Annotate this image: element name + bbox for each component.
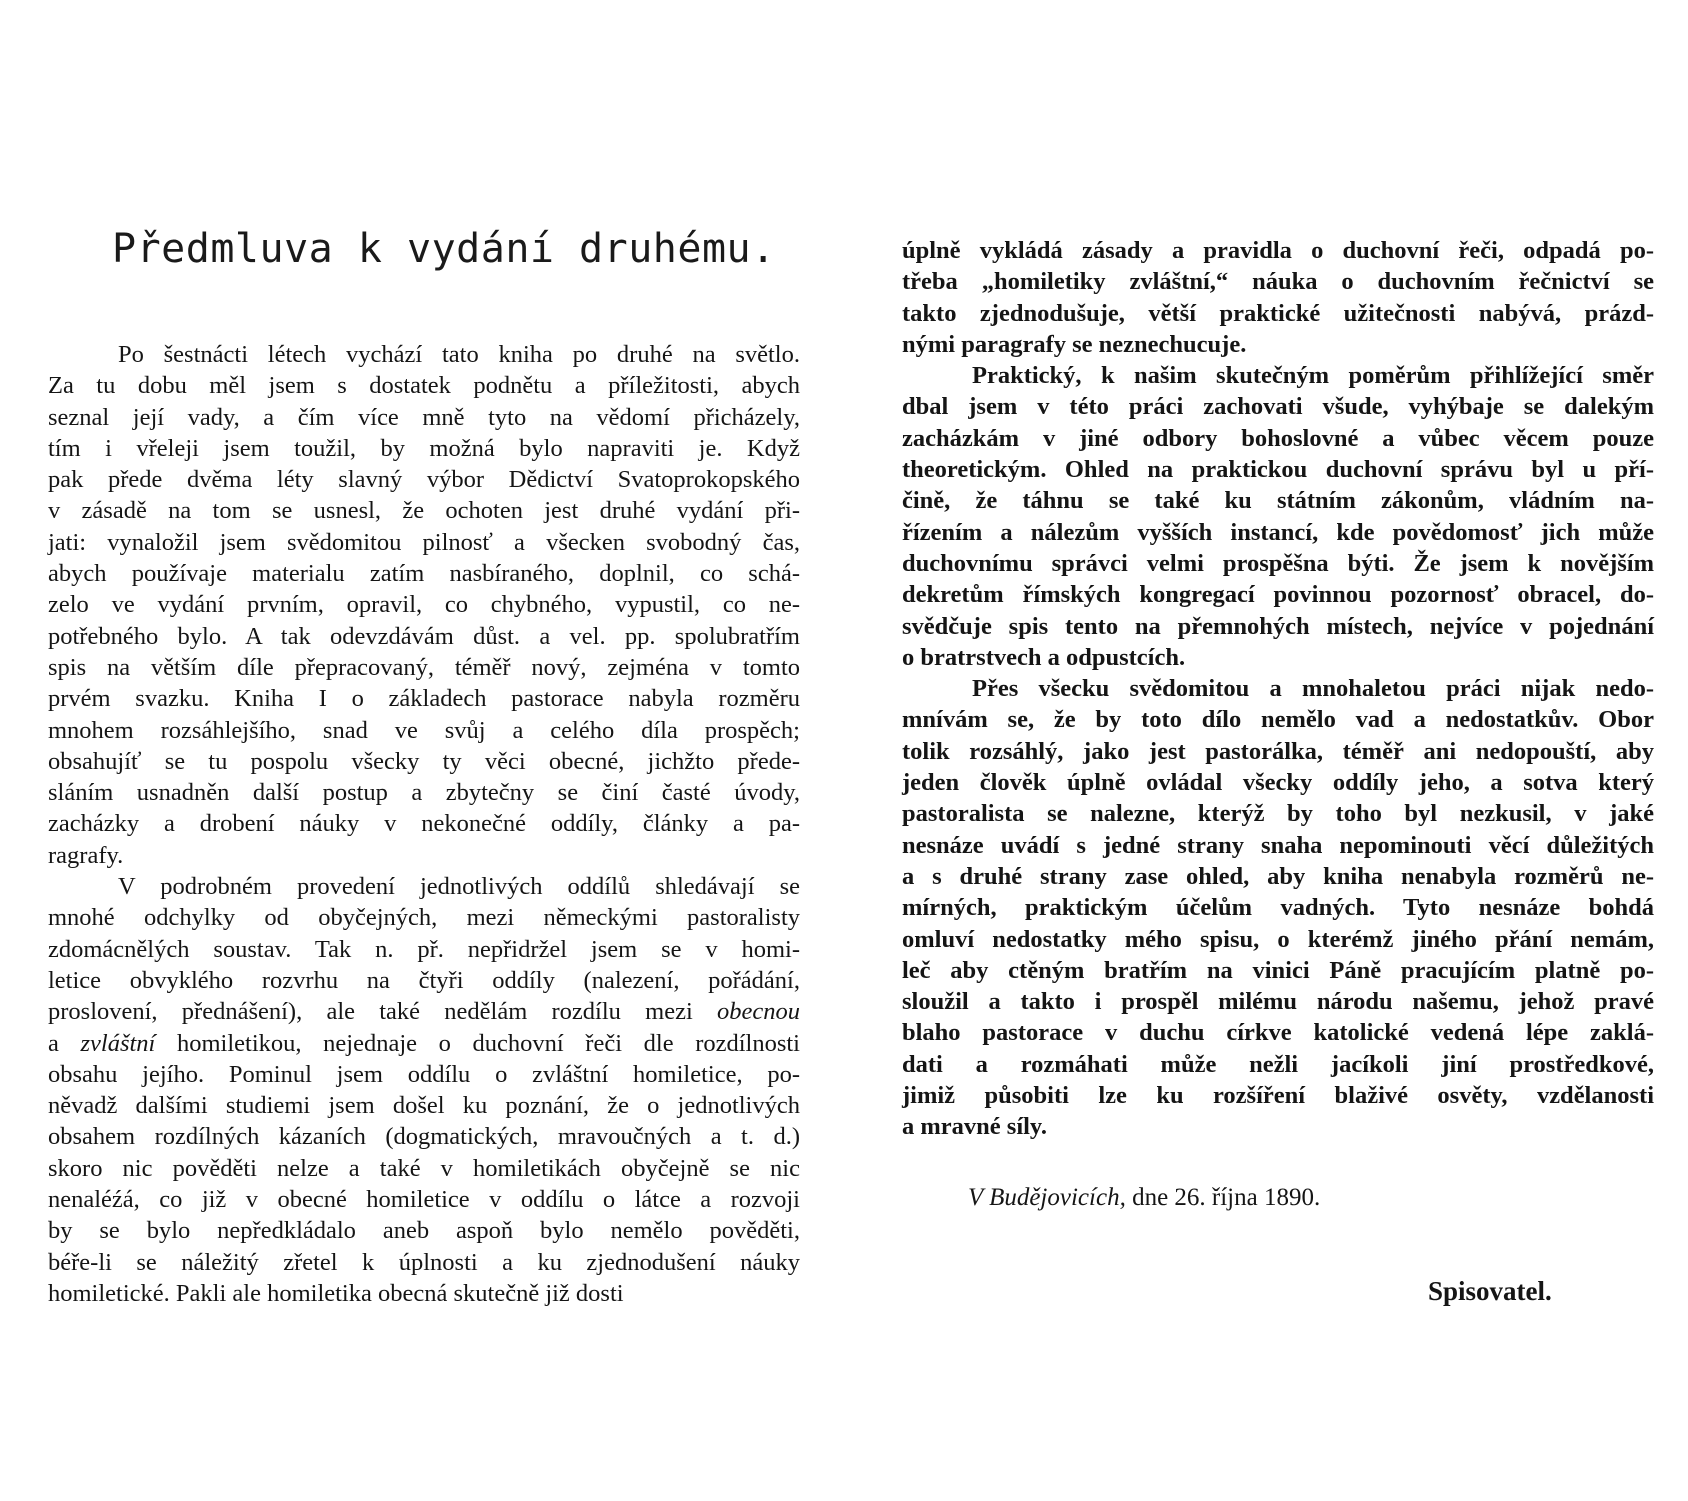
text-line: zacházkám v jiné odbory bohoslovné a vůbec věcem pouze: [902, 424, 1654, 452]
text-line: mnohé odchylky od obyčejných, mezi německými pastoralisty: [48, 904, 800, 932]
text-line: by se bylo nepředkládalo aneb aspoň bylo nemělo pověděti,: [48, 1217, 800, 1245]
dateline-date: dne 26. října 1890.: [1125, 1184, 1321, 1211]
italic-term: obecnou: [717, 998, 800, 1026]
text-line: theoretickým. Ohled na praktickou duchovní správu byl u pří-: [902, 456, 1654, 484]
page-title: Předmluva k vydání druhému.: [112, 226, 776, 272]
text-line: o bratrstvech a odpustcích.: [902, 643, 1186, 671]
text-line: Přes všecku svědomitou a mnohaletou práci nijak nedo-: [972, 675, 1654, 703]
text-line: čině, že táhnu se také ku státním zákonům, vládním na-: [902, 487, 1654, 515]
text-line: zelo ve vydání prvním, opravil, co chybného, vypustil, co ne-: [48, 591, 800, 619]
text-line: skoro nic pověděti nelze a také v homiletikách obyčejně se nic: [48, 1154, 800, 1182]
text-line: úplně vykládá zásady a pravidla o duchovní řeči, odpadá po-: [902, 237, 1654, 264]
text-line: leč aby ctěným bratřím na vinici Páně pracujícím platně po-: [902, 956, 1654, 984]
text-line: potřebného bylo. A tak odevzdávám důst. a vel. pp. spolubratřím: [48, 622, 800, 650]
text-line: něvadž dalšími studiemi jsem došel ku poznání, že o jednotlivých: [48, 1092, 800, 1120]
text-line: tolik rozsáhlý, jako jest pastorálka, téměř ani nedopouští, aby: [902, 737, 1654, 765]
dateline: [968, 1184, 1320, 1212]
text-line: mnívám se, že by toto dílo nemělo vad a nedostatkův. Obor: [902, 706, 1654, 734]
text-line: jati: vynaložil jsem svědomitou pilnosť a všecken svobodný čas,: [48, 528, 800, 556]
right-paragraph: [902, 673, 1654, 1142]
right-paragraph: [902, 360, 1654, 673]
text-line: nesnáze uvádí s jedné strany snaha nepominouti věcí důležitých: [902, 831, 1654, 859]
text-line: svědčuje spis tento na přemnohých místech, nejvíce v pojednání: [902, 612, 1654, 640]
text-line: takto zjednodušuje, větší praktické užitečnosti nabývá, prázd-: [902, 299, 1654, 327]
text-line: třeba „homiletiky zvláštní,“ náuka o duchovním řečnictví se: [902, 268, 1654, 296]
text-line: obsahu jejího. Pominul jsem oddílu o zvláštní homiletice, po-: [48, 1060, 800, 1088]
left-column-text: [48, 339, 800, 1309]
text-line: obsahujíť se tu pospolu všecky ty věci obecné, jichžto přede-: [48, 747, 800, 775]
text-line: dati a rozmáhati může nežli jacíkoli jiní prostředkové,: [902, 1050, 1654, 1078]
text-line: béře-li se náležitý zřetel k úplnosti a ku zjednodušení náuky: [48, 1248, 800, 1276]
text-line: dekretům římských kongregací povinnou pozornosť obracel, do-: [902, 581, 1654, 609]
left-paragraph: [48, 871, 800, 1309]
text-line: nými paragrafy se neznechucuje.: [902, 330, 1247, 358]
dateline-place: V Budějovicích,: [968, 1184, 1126, 1211]
text-line: pastoralista se nalezne, kterýž by toho byl nezkusil, v jaké: [902, 800, 1654, 828]
text-line: a mravné síly.: [902, 1113, 1047, 1141]
text-line: omluví nedostatky mého spisu, o kterémž jiného přání nemám,: [902, 925, 1654, 953]
left-paragraph: [48, 339, 800, 871]
text-line: Po šestnácti létech vychází tato kniha po druhé na světlo.: [118, 341, 800, 368]
text-line: seznal její vady, a čím více mně tyto na vědomí přicházely,: [48, 403, 800, 431]
text-line: jimiž působiti lze ku rozšíření blaživé osvěty, vzdělanosti: [902, 1082, 1654, 1110]
text-line: jeden člověk úplně ovládal všecky oddíly jeho, a sotva který: [902, 769, 1654, 797]
text-line: mnohem rozsáhlejšího, snad ve svůj a celého díla prospěch;: [48, 716, 800, 744]
right-column-text: [902, 235, 1654, 1143]
text-line: letice obvyklého rozvrhu na čtyři oddíly (nalezení, pořádání,: [48, 966, 800, 994]
text-line: prvém svazku. Kniha I o základech pastorace nabyla rozměru: [48, 685, 800, 713]
text-line: Praktický, k našim skutečným poměrům přihlížející směr: [972, 362, 1654, 390]
text-line: dbal jsem v této práci zachovati všude, vyhýbaje se dalekým: [902, 393, 1654, 421]
text-line: spis na větším díle přepracovaný, téměř nový, zejména v tomto: [48, 653, 800, 681]
text-line: v zásadě na tom se usnesl, že ochoten jest druhé vydání při-: [48, 497, 800, 525]
text-line: sláním usnadněn další postup a zbytečny se činí časté úvody,: [48, 779, 800, 807]
signature: Spisovatel.: [1428, 1276, 1552, 1306]
right-paragraph: [902, 235, 1654, 360]
text-line: pak přede dvěma léty slavný výbor Dědictví Svatoprokopského: [48, 466, 800, 494]
text-line: abych používaje materialu zatím nasbíraného, doplnil, co schá-: [48, 560, 800, 588]
text-line: tím i vřeleji jsem toužil, by možná bylo napraviti je. Když: [48, 434, 800, 462]
text-line: a zvláštní homiletikou, nejednaje o duchovní řeči dle rozdílnosti: [48, 1029, 800, 1057]
text-line: Za tu dobu měl jsem s dostatek podnětu a příležitosti, abych: [48, 372, 800, 400]
text-line: mírných, praktickým účelům vadných. Tyto nesnáze bohdá: [902, 894, 1654, 922]
text-line: sloužil a takto i prospěl milému národu našemu, jehož pravé: [902, 988, 1654, 1016]
text-line: duchovnímu správci velmi prospěšna býti. Že jsem k novějším: [902, 549, 1654, 577]
text-line: zacházky a drobení náuky v nekonečné oddíly, články a pa-: [48, 810, 800, 838]
text-line: a s druhé strany zase ohled, aby kniha nenabyla rozměrů ne-: [902, 862, 1654, 890]
text-line: blaho pastorace v duchu církve katolické vedená lépe zaklá-: [902, 1019, 1654, 1047]
text-line: zdomácnělých soustav. Tak n. př. nepřidržel jsem se v homi-: [48, 935, 800, 963]
text-line: ragrafy.: [48, 841, 124, 869]
text-line: řízením a nálezům vyšších instancí, kde povědomosť jich může: [902, 518, 1654, 546]
text-line: V podrobném provedení jednotlivých oddílů shledávají se: [118, 873, 800, 901]
text-line: homiletické. Pakli ale homiletika obecná skutečně již dosti: [48, 1279, 624, 1307]
text-line: nenaléźá, co již v obecné homiletice v oddílu o látce a rozvoji: [48, 1186, 800, 1214]
text-line: proslovení, přednášení), ale také nedělám rozdílu mezi obecnou: [48, 998, 800, 1026]
text-line: obsahem rozdílných kázaních (dogmatických, mravoučných a t. d.): [48, 1123, 800, 1151]
italic-term: zvláštní: [80, 1029, 156, 1057]
